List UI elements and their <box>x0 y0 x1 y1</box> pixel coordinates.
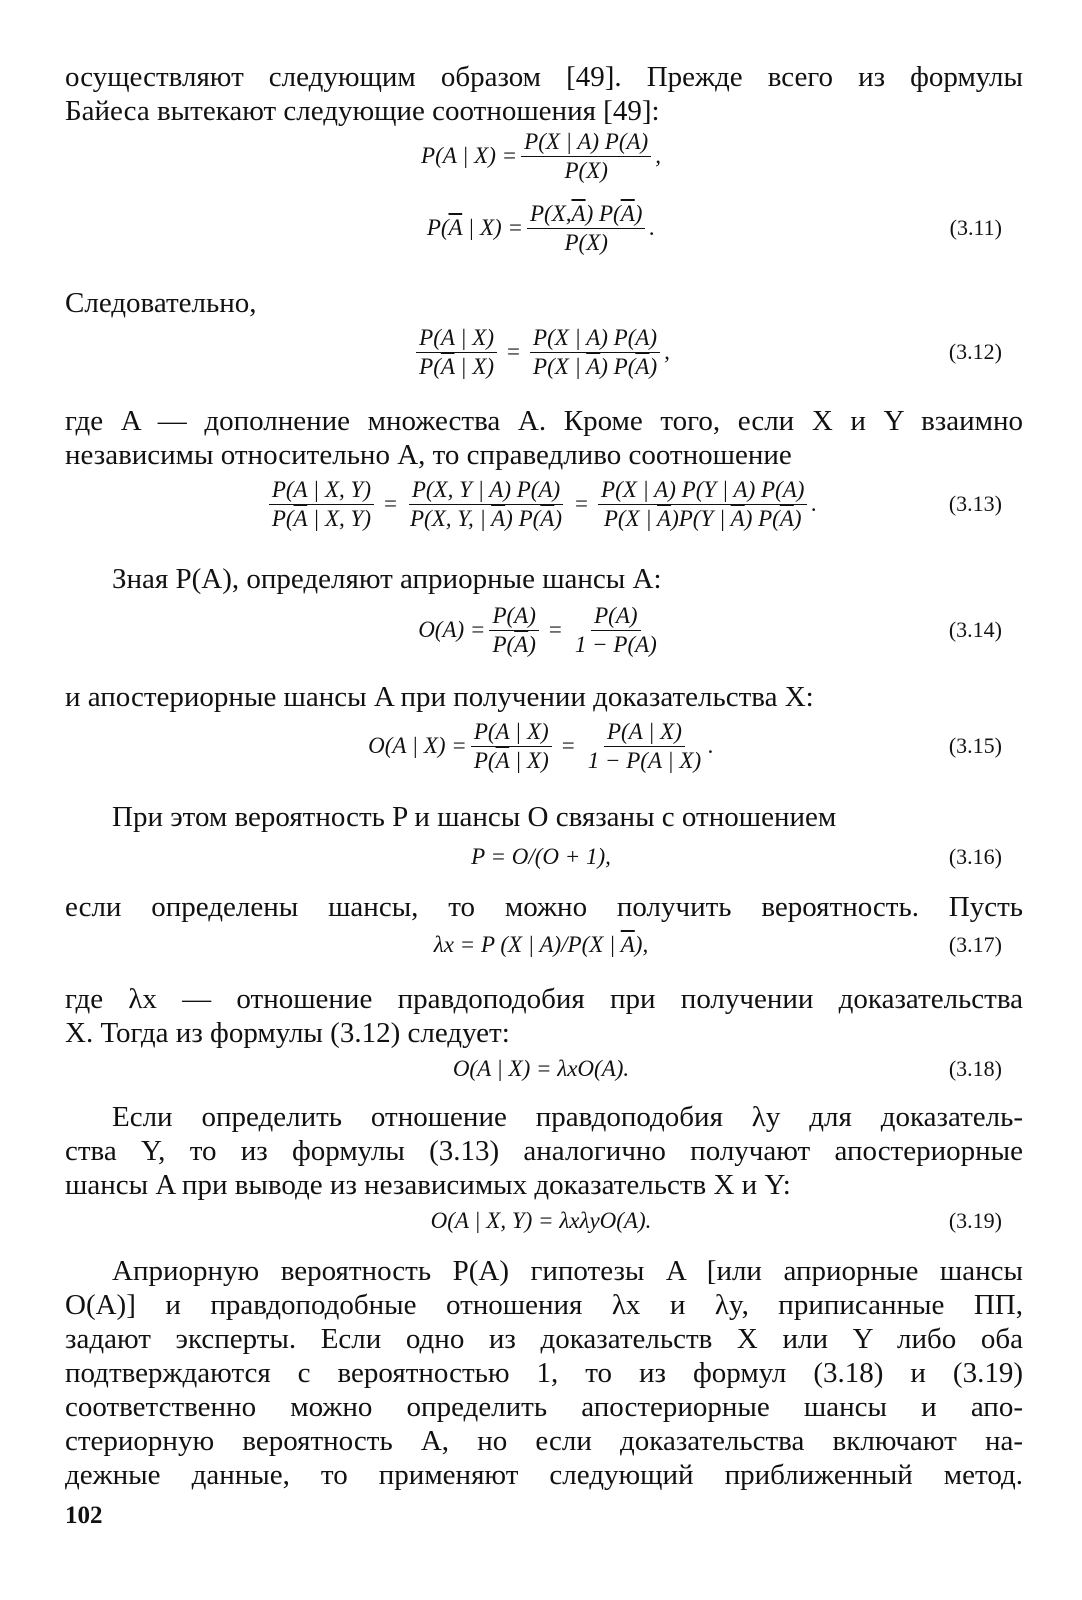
equation-3-19: O(A | X, Y) = λxλyO(A). (3.19) <box>0 1204 1082 1238</box>
text-line: осуществляют следующим образом [49]. Прежде всего из формулы <box>65 61 1023 93</box>
text-line: При этом вероятность P и шансы O связаны с отношением <box>112 801 837 833</box>
text-line: где A — дополнение множества A. Кроме того, если X и Y взаимно <box>65 405 1023 437</box>
equation-number: (3.14) <box>948 617 1002 642</box>
page-number: 102 <box>65 1502 103 1529</box>
equation-3-17: λx = P (X | A)/P(X | $\overline{A}$), (3.17) <box>0 928 1082 962</box>
text-line: дежные данные, то применяют следующий приближенный метод. <box>65 1459 1023 1491</box>
text-line: Следовательно, <box>65 287 257 319</box>
equation-number: (3.18) <box>948 1056 1002 1081</box>
equation-3-16: P = O/(O + 1), (3.16) <box>0 840 1082 874</box>
equation-number: (3.16) <box>948 844 1002 869</box>
text-line: где λx — отношение правдоподобия при получении доказательства <box>65 983 1023 1015</box>
text-line: задают эксперты. Если одно из доказательств X или Y либо оба <box>65 1323 1023 1355</box>
equation-number: (3.12) <box>948 339 1002 364</box>
text-line: ства Y, то из формулы (3.13) аналогично получают апостериорные <box>65 1135 1023 1167</box>
equation-3-18: O(A | X) = λxO(A). (3.18) <box>0 1052 1082 1086</box>
equation-3-14: O(A) = $\frac{P(A)}{P(\overline{A})}$ = $\frac{P(A)}{1 - P(A)}$ (3.14) <box>418 602 1002 657</box>
equation-3-15: O(A | X) = $\frac{P(A | X)}{P(\overline{A} | X)}$ = $\frac{P(A | X)}{1 - P(A | X)}$ . (3.15) <box>368 718 1002 773</box>
text-line: стериорную вероятность A, но если доказательства включают на- <box>65 1425 1023 1457</box>
text-line: если определены шансы, то можно получить вероятность. Пусть <box>65 891 1023 923</box>
text-line: X. Тогда из формулы (3.12) следует: <box>65 1017 510 1049</box>
text-line: Зная P(A), определяют априорные шансы A: <box>112 563 662 595</box>
text-line: Априорную вероятность P(A) гипотезы A [или априорные шансы <box>112 1255 1023 1287</box>
text-line: O(A)] и правдоподобные отношения λx и λy, приписанные ПП, <box>65 1289 1023 1321</box>
text-line: Если определить отношение правдоподобия λy для доказатель- <box>112 1101 1023 1133</box>
text-line: шансы A при выводе из независимых доказательств X и Y: <box>65 1169 791 1201</box>
equation-3-12: $\frac{P(A | X)}{P(\overline{A} | X)}$ = $\frac{P(X | A) P(A)}{P(X | \overline{A}) P(\overline{A})}$ , (3.12) <box>0 322 1082 382</box>
equation-3-13: $\frac{P(A | X, Y)}{P(\overline{A} | X, Y)}$ = $\frac{P(X, Y | A) P(A)}{P(X, Y, | \overline{A}) P(\overline{A})}$ = $\frac{P(X | A) P(Y | A) P(A)}{P(X | \overline{A})P(Y | \overline{A}) P(\overline{A})}$ . (3.13) <box>0 474 1082 534</box>
text-line: Байеса вытекают следующие соотношения [49]: <box>65 95 660 127</box>
text-line: соответственно можно определить апостериорные шансы и апо- <box>65 1391 1023 1423</box>
equation-3-11b: $P(\overline{A}$ | X) = $\frac{P(X,\overline{A}) P(\overline{A})}{P(X)}$ . (3.11) <box>426 200 1002 255</box>
text-line: независимы относительно A, то справедливо соотношение <box>65 439 792 471</box>
text-line: подтверждаются с вероятностью 1, то из формул (3.18) и (3.19) <box>65 1357 1023 1389</box>
equation-number: (3.11) <box>949 215 1002 240</box>
equation-3-11a: P(A | X) = $\frac{P(X | A) P(A)}{P(X)}$ , <box>421 128 661 183</box>
equation-number: (3.19) <box>948 1208 1002 1233</box>
text-line: и апостериорные шансы A при получении доказательства X: <box>65 681 814 713</box>
equation-number: (3.15) <box>948 733 1002 758</box>
equation-number: (3.13) <box>948 491 1002 516</box>
equation-number: (3.17) <box>948 932 1002 957</box>
